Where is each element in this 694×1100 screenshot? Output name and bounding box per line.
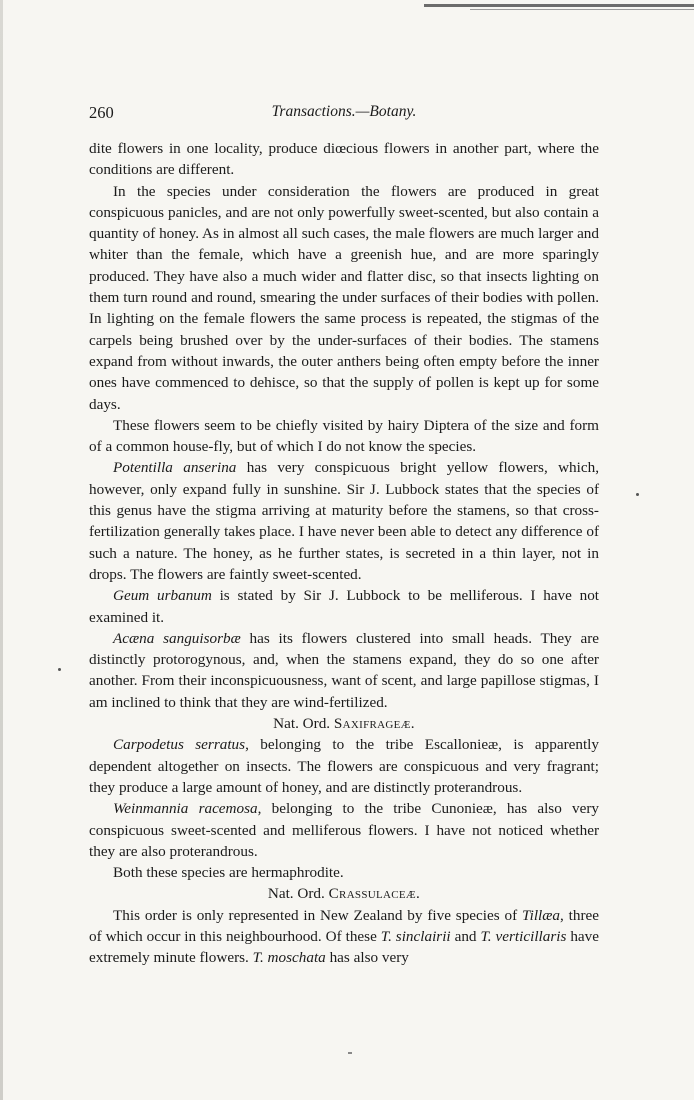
section-heading-saxifrageae — [89, 713, 599, 734]
paragraph-hermaphrodite: Both these species are hermaphrodite. — [113, 864, 344, 882]
paragraph-text: This order is only represented in New Zealand by five species of — [113, 906, 522, 924]
heading-prefix: Nat. Ord. — [273, 715, 334, 733]
paragraph-carpodetus — [89, 734, 599, 798]
paragraph-species-panicles: In the species under consideration the flowers are produced in great conspicuous panicles, and are not only powerfully sweet-scented, but also contain a quantity of honey. As in almost all such cases, the male flowers are much larger and whiter than the female, which have a greenish hue, and are more sparingly produced. They have also a much wider and flatter disc, so that insects lighting on them turn round and round, smearing the under surfaces of their bodies with pollen. In lighting on the female flowers the same process is repeated, the stigmas of the carpels being brushed over by the under-surfaces of their bodies. The stamens expand from without inwards, the outer anthers being often empty before the inner ones have commenced to dehisce, so that the supply of pollen is kept up for some days. — [89, 182, 599, 413]
species-name: T. sinclairii — [380, 927, 451, 945]
paragraph-acaena — [89, 628, 599, 713]
species-name: Carpodetus serratus — [113, 736, 246, 754]
paragraph-text: , belonging to the tribe Cunonieæ, has also very conspicuous sweet-scented and melliferous flowers. I have not noticed whether they are also proterandrous. — [89, 800, 599, 860]
species-name: Geum urbanum — [113, 587, 212, 605]
species-name: T. verticillaris — [480, 927, 567, 945]
paragraph-text: , belonging to the tribe Escalloniеæ, is apparently dependent altogether on insects. The flowers are conspicuous and very fragrant; they produce a large amount of honey, and are distinctly proterandrous. — [89, 736, 599, 796]
ink-speck — [58, 668, 61, 671]
section-heading-crassulaceae — [89, 883, 599, 904]
paragraph-tillaea — [89, 905, 599, 969]
paragraph-continuation: dite flowers in one locality, produce diœcious flowers in another part, where the conditions are different. — [89, 140, 599, 179]
body-text — [89, 138, 599, 969]
species-name: Acæna sanguisorbæ — [113, 629, 241, 647]
species-name: Weinmannia racemosa — [113, 800, 258, 818]
ink-mark — [348, 1052, 352, 1054]
paragraph-text: and — [450, 927, 481, 945]
genus-name: Tillæa — [522, 906, 560, 924]
page-left-edge — [0, 0, 3, 1100]
species-name: T. moschata — [252, 949, 326, 967]
page-header — [89, 103, 599, 125]
top-border-rule — [424, 4, 694, 7]
heading-order-name: Crassulaceæ. — [328, 885, 421, 903]
paragraph-text: have extremely minute flowers. — [89, 927, 599, 967]
running-head: Transactions.—Botany. — [271, 103, 417, 120]
paragraph-text: has very conspicuous bright yellow flowers, which, however, only expand fully in sunshine. Sir J. Lubbock states that the species of this genus have the stigma arriving at maturity before the stamens, so that cross-fertilization generally takes place. I have never been able to detect any difference of such a nature. The honey, as he further states, is secreted in a thin layer, not in drops. The flowers are faintly sweet-scented. — [89, 459, 599, 583]
paragraph-text: has its flowers clustered into small heads. They are distinctly protorogynous, and, when the stamens expand, they do so one after another. From their inconspicuousness, want of scent, and large papillose stigmas, I am inclined to think that they are wind-fertilized. — [89, 629, 599, 711]
paragraph-text: is stated by Sir J. Lubbock to be melliferous. I have not examined it. — [89, 587, 600, 626]
paragraph-potentilla — [89, 457, 599, 585]
heading-prefix: Nat. Ord. — [267, 885, 329, 903]
top-border-rule-thin — [470, 9, 694, 10]
heading-order-name: Saxifrageæ. — [333, 715, 415, 733]
page-number: 260 — [89, 103, 114, 122]
species-name: Potentilla anserina — [113, 459, 237, 477]
paragraph-text: has also very — [325, 949, 409, 967]
ink-speck — [636, 493, 639, 496]
paragraph-geum — [89, 585, 599, 628]
paragraph-diptera: These flowers seem to be chiefly visited by hairy Diptera of the size and form of a common house-fly, but of which I do not know the species. — [89, 416, 599, 456]
paragraph-weinmannia — [89, 798, 599, 862]
paragraph-text: , three of which occur in this neighbourhood. Of these — [89, 906, 599, 945]
